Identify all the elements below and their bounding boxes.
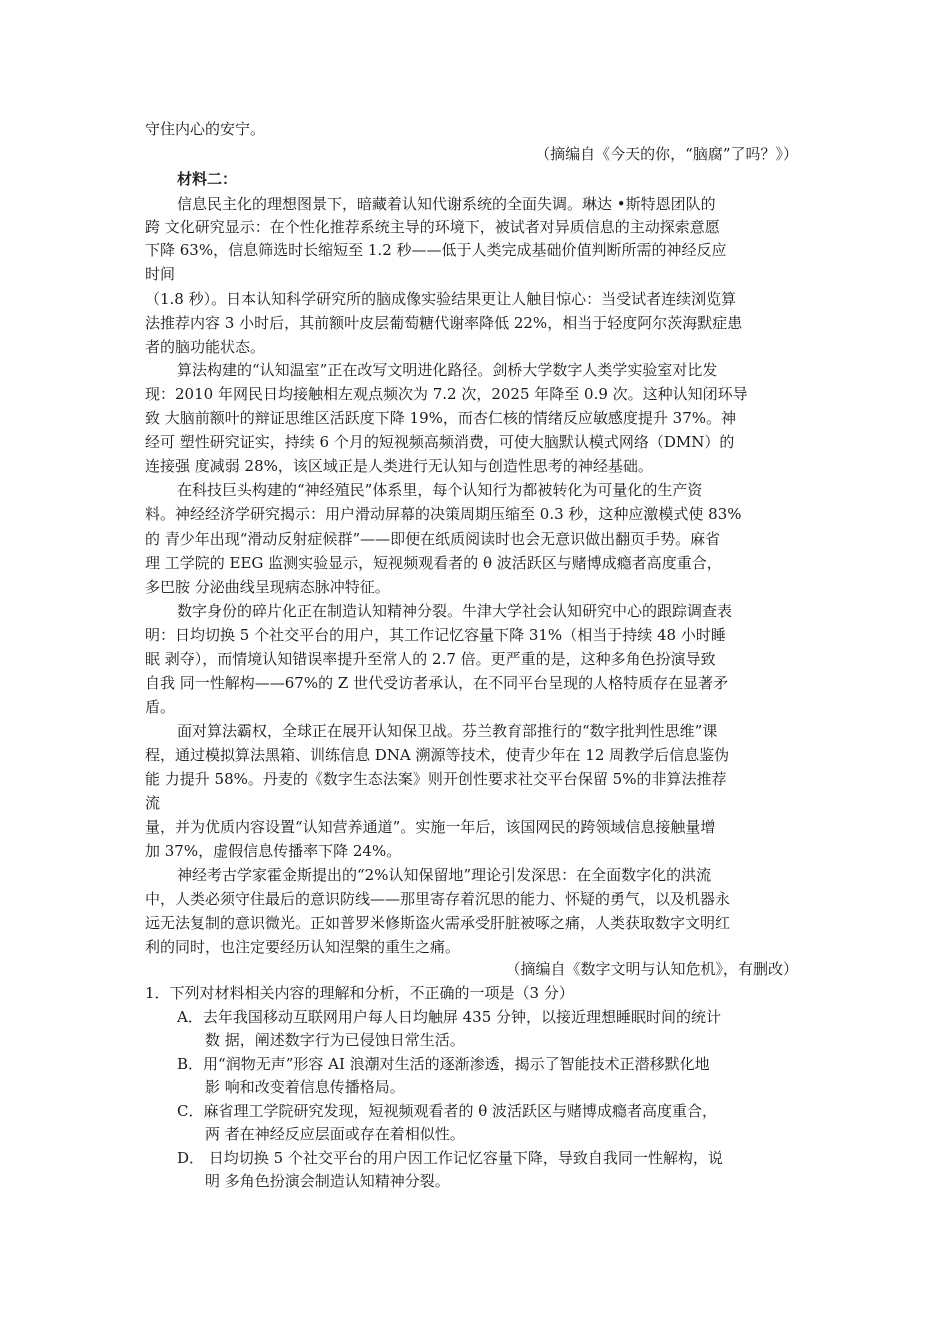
option-c: C．麻省理工学院研究发现，短视频观看者的 θ 波活跃区与赌博成瘾者高度重合，	[177, 1102, 718, 1120]
text-line: 明：日均切换 5 个社交平台的用户，其工作记忆容量下降 31%（相当于持续 48 小时睡	[145, 626, 726, 644]
text-line: 数字身份的碎片化正在制造认知精神分裂。牛津大学社会认知研究中心的跟踪调查表	[177, 602, 733, 620]
text-line: 在科技巨头构建的“神经殖民”体系里，每个认知行为都被转化为可量化的生产资	[177, 481, 703, 499]
text-line: 信息民主化的理想图景下，暗藏着认知代谢系统的全面失调。琳达 •斯特恩团队的	[177, 195, 716, 213]
text-line: 面对算法霸权，全球正在展开认知保卫战。芬兰教育部推行的“数字批判性思维”课	[177, 722, 718, 740]
text-line: 算法构建的“认知温室”正在改写文明进化路径。剑桥大学数字人类学实验室对比发	[177, 361, 718, 379]
option-a: A．去年我国移动互联网用户每人日均触屏 435 分钟，以接近理想睡眠时间的统计	[177, 1008, 722, 1026]
text-line: 理 工学院的 EEG 监测实验显示，短视频观看者的 θ 波活跃区与赌博成瘾者高度重合，	[145, 554, 722, 572]
text-line: 料。神经经济学研究揭示：用户滑动屏幕的决策周期压缩至 0.3 秒，这种应激模式使 83%	[145, 505, 742, 523]
text-line: 经可 塑性研究证实，持续 6 个月的短视频高频消费，可使大脑默认模式网络（DMN）的	[145, 433, 735, 451]
option-c-cont: 两 者在神经反应层面或存在着相似性。	[205, 1125, 465, 1143]
text-line: 连接强 度减弱 28%，该区域正是人类进行无认知与创造性思考的神经基础。	[145, 457, 653, 475]
text-line: 的 青少年出现“滑动反射症候群”——即便在纸质阅读时也会无意识做出翻页手势。麻省	[145, 530, 721, 548]
text-line: （1.8 秒）。日本认知科学研究所的脑成像实验结果更让人触目惊心：当受试者连续浏览算	[145, 290, 737, 308]
question-stem: 1．下列对材料相关内容的理解和分析，不正确的一项是（3 分）	[145, 984, 574, 1002]
text-line: 时间	[145, 265, 176, 283]
text-line: 者的脑功能状态。	[145, 338, 266, 356]
text-line: 能 力提升 58%。丹麦的《数字生态法案》则开创性要求社交平台保留 5%的非算法推荐	[145, 770, 727, 788]
text-line: 现：2010 年网民日均接触相左观点频次为 7.2 次，2025 年降至 0.9 次。这种认知闭环导	[145, 385, 748, 403]
text-line: 量，并为优质内容设置“认知营养通道”。实施一年后，该国网民的跨领域信息接触量增	[145, 818, 716, 836]
text-line: 多巴胺 分泌曲线呈现病态脉冲特征。	[145, 578, 390, 596]
source-citation: （摘编自《数字文明与认知危机》，有删改）	[505, 960, 798, 978]
source-citation: （摘编自《今天的你，“脑腐”了吗？》）	[535, 145, 798, 163]
text-line: 法推荐内容 3 小时后，其前额叶皮层葡萄糖代谢率降低 22%，相当于轻度阿尔茨海默症患	[145, 314, 743, 332]
text-line: 眠 剥夺），而情境认知错误率提升至常人的 2.7 倍。更严重的是，这种多角色扮演导致	[145, 650, 716, 668]
text-line: 下降 63%，信息筛选时长缩短至 1.2 秒——低于人类完成基础价值判断所需的神经反应	[145, 241, 727, 259]
text-line: 远无法复制的意识微光。正如普罗米修斯盗火需承受肝脏被啄之痛，人类获取数字文明红	[145, 914, 731, 932]
option-d-cont: 明 多角色扮演会制造认知精神分裂。	[205, 1172, 450, 1190]
option-b-cont: 影 响和改变着信息传播格局。	[205, 1078, 405, 1096]
text-line: 中，人类必须守住最后的意识防线——那里寄存着沉思的能力、怀疑的勇气，以及机器永	[145, 890, 731, 908]
text-line: 神经考古学家霍金斯提出的“2%认知保留地”理论引发深思：在全面数字化的洪流	[177, 866, 712, 884]
section-heading: 材料二：	[177, 170, 238, 188]
option-a-cont: 数 据，阐述数字行为已侵蚀日常生活。	[205, 1031, 465, 1049]
option-d: D． 日均切换 5 个社交平台的用户因工作记忆容量下降，导致自我同一性解构，说	[177, 1149, 723, 1167]
text-line: 程，通过模拟算法黑箱、训练信息 DNA 溯源等技术，使青少年在 12 周教学后信息鉴伪	[145, 746, 730, 764]
text-line: 自我 同一性解构——67%的 Z 世代受访者承认，在不同平台呈现的人格特质存在显著矛	[145, 674, 729, 692]
text-line: 加 37%，虚假信息传播率下降 24%。	[145, 842, 402, 860]
text-line: 盾。	[145, 698, 176, 716]
text-line: 守住内心的安宁。	[145, 120, 266, 138]
text-line: 致 大脑前额叶的辩证思维区活跃度下降 19%，而杏仁核的情绪反应敏感度提升 37%。神	[145, 409, 736, 427]
text-line: 利的同时，也注定要经历认知涅槃的重生之痛。	[145, 938, 461, 956]
text-line: 流	[145, 794, 161, 812]
option-b: B．用“润物无声”形容 AI 浪潮对生活的逐渐渗透，揭示了智能技术正潜移默化地	[177, 1055, 710, 1073]
text-line: 跨 文化研究显示：在个性化推荐系统主导的环境下，被试者对异质信息的主动探索意愿	[145, 218, 720, 236]
